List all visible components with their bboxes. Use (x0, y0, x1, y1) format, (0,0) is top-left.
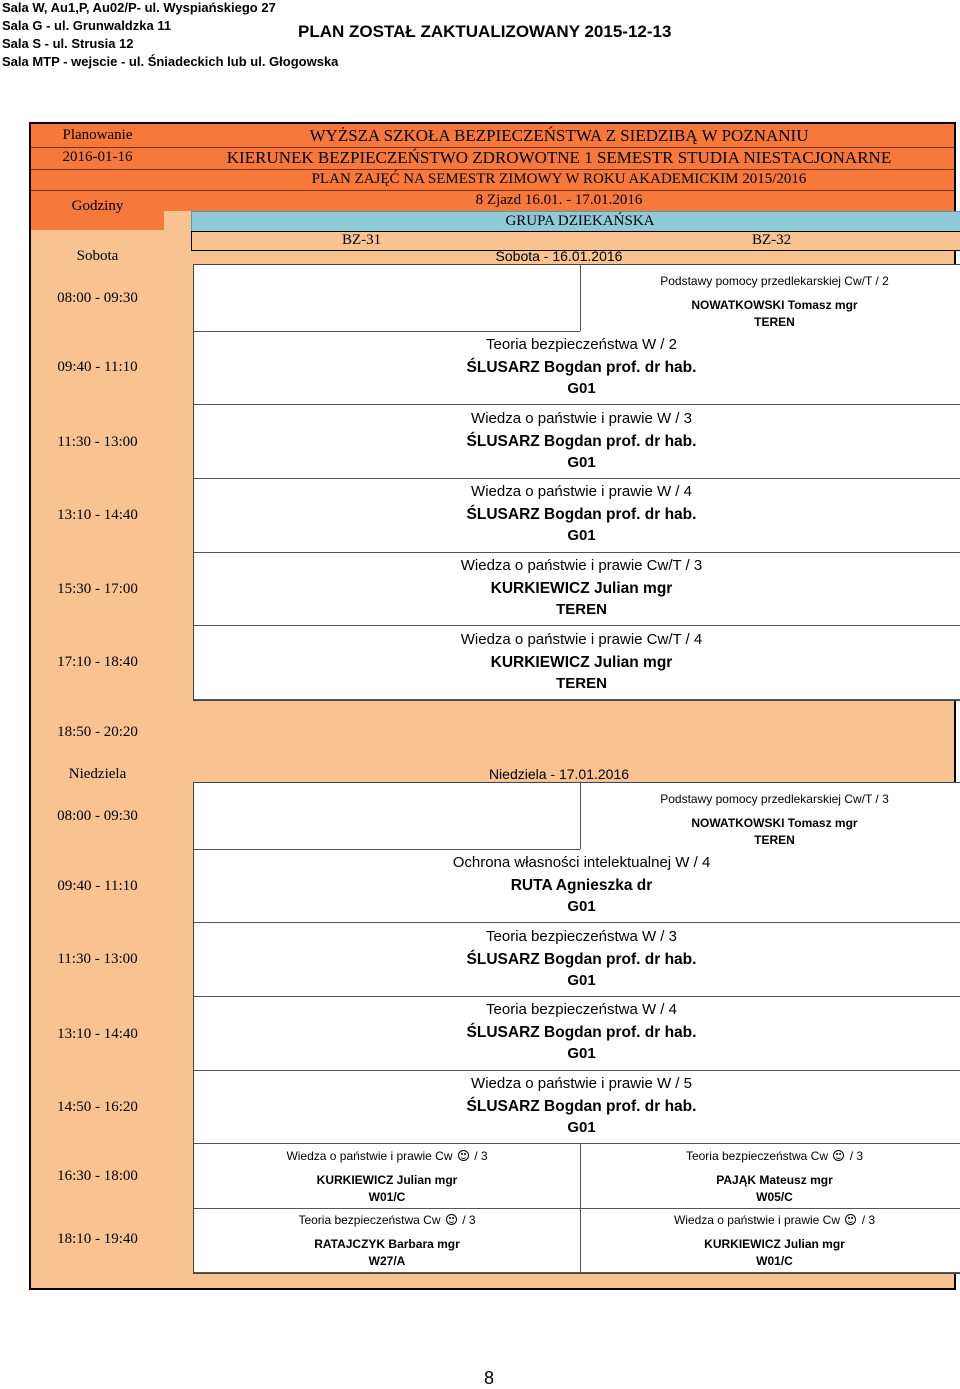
class-subject: Teoria bezpieczeństwa W / 4 (486, 1001, 677, 1018)
class-subject: Podstawy pomocy przedlekarskiej Cw/T / 2 (660, 274, 889, 288)
class-room: TEREN (754, 833, 795, 847)
class-room: G01 (567, 527, 596, 544)
class-room: W01/C (756, 1254, 793, 1268)
sun-time-5: 14:50 - 16:20 (57, 1099, 138, 1115)
class-lecturer: RUTA Agnieszka dr (510, 877, 653, 894)
sat-class-3 (194, 410, 960, 471)
class-lecturer: ŚLUSARZ Bogdan prof. dr hab. (466, 1098, 697, 1115)
class-subject: Wiedza o państwie i prawie Cw/T / 3 (460, 557, 703, 574)
class-room: G01 (567, 1119, 596, 1136)
sat-time-3: 11:30 - 13:00 (57, 434, 138, 450)
sat-divider-h2 (194, 404, 960, 405)
class-room: G01 (567, 898, 596, 915)
class-lecturer: KURKIEWICZ Julian mgr (316, 1173, 458, 1187)
planowanie-date: 2016-01-16 (62, 149, 133, 165)
smiley-icon (446, 1214, 457, 1225)
sun-divider-h3 (194, 996, 960, 997)
sun-time-6: 16:30 - 18:00 (57, 1168, 138, 1184)
sun-split-class-1 (194, 1149, 580, 1204)
class-lecturer: ŚLUSARZ Bogdan prof. dr hab. (466, 1024, 697, 1041)
sat-time-4: 13:10 - 14:40 (57, 507, 138, 523)
class-lecturer: KURKIEWICZ Julian mgr (490, 580, 673, 597)
class-lecturer: ŚLUSARZ Bogdan prof. dr hab. (466, 359, 697, 376)
class-subject-suffix: / 3 (861, 1213, 876, 1227)
sat-class-5 (194, 557, 960, 618)
class-lecturer: ŚLUSARZ Bogdan prof. dr hab. (466, 951, 697, 968)
sun-split-class-4 (580, 1213, 960, 1268)
class-subject (580, 1149, 960, 1163)
sat-divider-h4 (194, 552, 960, 553)
smiley-icon (845, 1214, 856, 1225)
class-lecturer: PAJĄK Mateusz mgr (716, 1173, 833, 1187)
plan-updated-notice: PLAN ZOSTAŁ ZAKTUALIZOWANY 2015-12-13 (298, 22, 672, 41)
sat-class-4 (194, 483, 960, 544)
class-subject: Teoria bezpieczeństwa W / 2 (486, 336, 677, 353)
class-subject (194, 1213, 580, 1227)
sat-divider-h3 (194, 478, 960, 479)
sat-time-6: 17:10 - 18:40 (57, 654, 138, 670)
address-line-1: Sala W, Au1,P, Au02/P- ul. Wyspiańskiego 27 (2, 0, 276, 15)
page-number: 8 (484, 1368, 495, 1388)
class-room: W05/C (756, 1190, 793, 1204)
sun-class-3 (194, 928, 960, 989)
sat-divider-h5 (194, 625, 960, 626)
address-line-3: Sala S - ul. Strusia 12 (2, 36, 134, 51)
sun-class-1 (580, 792, 960, 847)
saturday-grid (193, 264, 960, 701)
class-lecturer: NOWATKOWSKI Tomasz mgr (691, 298, 858, 312)
sun-split-class-2 (580, 1149, 960, 1204)
kierunek-title: KIERUNEK BEZPIECZEŃSTWO ZDROWOTNE 1 SEMESTR STUDIA NIESTACJONARNE (226, 148, 892, 167)
class-subject: Ochrona własności intelektualnej W / 4 (452, 854, 711, 871)
zjazd-title: 8 Zjazd 16.01. - 17.01.2016 (475, 192, 643, 208)
sun-divider-h6 (194, 1208, 960, 1209)
sun-divider-h2 (194, 922, 960, 923)
class-subject: Podstawy pomocy przedlekarskiej Cw/T / 3 (660, 792, 889, 806)
class-subject-text: Wiedza o państwie i prawie Cw (286, 1149, 453, 1163)
sun-class-4 (194, 1001, 960, 1062)
class-subject (194, 1149, 580, 1163)
sat-time-1: 08:00 - 09:30 (57, 290, 138, 306)
sat-time-2: 09:40 - 11:10 (57, 359, 138, 375)
sun-time-2: 09:40 - 11:10 (57, 878, 138, 894)
class-subject (580, 1213, 960, 1227)
class-room: G01 (567, 380, 596, 397)
class-subject-text: Teoria bezpieczeństwa Cw (298, 1213, 441, 1227)
class-lecturer: KURKIEWICZ Julian mgr (490, 654, 673, 671)
group-name: GRUPA DZIEKAŃSKA (505, 213, 655, 229)
sun-divider-h1 (194, 849, 580, 850)
sun-time-3: 11:30 - 13:00 (57, 951, 138, 967)
sat-divider-h6 (194, 699, 960, 700)
class-lecturer: ŚLUSARZ Bogdan prof. dr hab. (466, 433, 697, 450)
sun-split-class-3 (194, 1213, 580, 1268)
sunday-label: Niedziela (68, 766, 127, 782)
class-subject: Wiedza o państwie i prawie W / 5 (471, 1075, 692, 1092)
class-subject: Teoria bezpieczeństwa W / 3 (486, 928, 677, 945)
class-subject-suffix: / 3 (462, 1213, 476, 1227)
class-subject-suffix: / 3 (474, 1149, 488, 1163)
class-room: W27/A (368, 1254, 406, 1268)
address-line-4: Sala MTP - wejscie - ul. Śniadeckich lub ul. Głogowska (2, 54, 339, 69)
class-room: W01/C (368, 1190, 406, 1204)
class-subject: Wiedza o państwie i prawie W / 4 (471, 483, 692, 500)
schedule-table (29, 122, 956, 1290)
sat-divider-h1 (194, 331, 580, 332)
plan-title: PLAN ZAJĘĆ NA SEMESTR ZIMOWY W ROKU AKADEMICKIM 2015/2016 (311, 171, 807, 187)
sun-class-2 (194, 854, 960, 915)
class-room: G01 (567, 454, 596, 471)
school-name: WYŻSZA SZKOŁA BEZPIECZEŃSTWA Z SIEDZIBĄ W POZNANIU (309, 126, 809, 145)
class-subject-text: Teoria bezpieczeństwa Cw (685, 1149, 829, 1163)
sunday-title: Niedziela - 17.01.2016 (488, 766, 630, 782)
sat-class-6 (194, 631, 960, 692)
class-lecturer: KURKIEWICZ Julian mgr (704, 1237, 845, 1251)
sat-class-2 (194, 336, 960, 397)
class-room: G01 (567, 972, 596, 989)
class-room: TEREN (556, 675, 607, 692)
class-subject: Wiedza o państwie i prawie Cw/T / 4 (460, 631, 703, 648)
smiley-icon (833, 1150, 844, 1161)
class-room: TEREN (754, 315, 795, 329)
smiley-icon (458, 1150, 469, 1161)
class-lecturer: ŚLUSARZ Bogdan prof. dr hab. (466, 506, 697, 523)
class-lecturer: NOWATKOWSKI Tomasz mgr (691, 816, 858, 830)
sun-time-7: 18:10 - 19:40 (57, 1231, 138, 1247)
class-lecturer: RATAJCZYK Barbara mgr (314, 1237, 460, 1251)
address-line-2: Sala G - ul. Grunwaldzka 11 (2, 18, 172, 33)
subgroup-bz32: BZ-32 (752, 232, 792, 248)
class-subject: Wiedza o państwie i prawie W / 3 (471, 410, 692, 427)
class-room: TEREN (556, 601, 607, 618)
sat-class-1 (580, 274, 960, 329)
sat-time-7: 18:50 - 20:20 (57, 724, 138, 740)
subgroup-bz31: BZ-31 (342, 232, 382, 248)
sunday-grid (193, 782, 960, 1274)
godziny-label: Godziny (71, 198, 124, 214)
sun-divider-h5 (194, 1143, 960, 1144)
sun-class-5 (194, 1075, 960, 1136)
saturday-label: Sobota (76, 248, 119, 264)
sun-divider-h4 (194, 1070, 960, 1071)
planowanie-label: Planowanie (62, 127, 133, 143)
sun-time-1: 08:00 - 09:30 (57, 808, 138, 824)
sun-divider-h7 (194, 1272, 960, 1273)
saturday-title: Sobota - 16.01.2016 (495, 248, 623, 264)
sun-time-4: 13:10 - 14:40 (57, 1026, 138, 1042)
class-subject-suffix: / 3 (849, 1149, 864, 1163)
class-room: G01 (567, 1045, 596, 1062)
class-subject-text: Wiedza o państwie i prawie Cw (673, 1213, 841, 1227)
sat-time-5: 15:30 - 17:00 (57, 581, 138, 597)
group-bar (191, 211, 960, 232)
